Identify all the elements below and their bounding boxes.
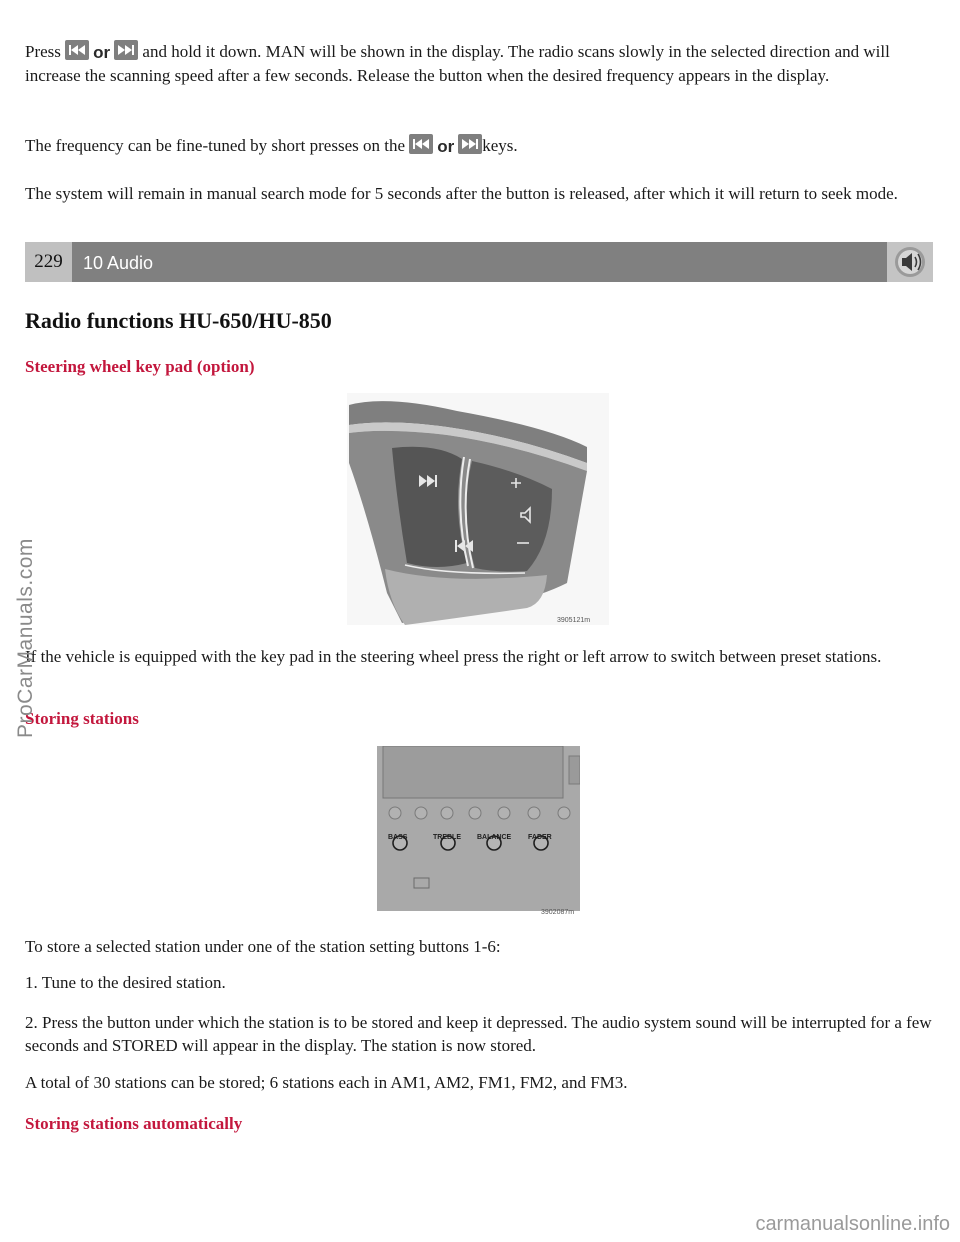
intro-paragraph-2-start: The frequency can be fine-tuned by short presses on the xyxy=(25,136,406,155)
seek-forward-icon xyxy=(458,134,482,154)
or-label: or xyxy=(437,137,455,156)
step-1: 1. Tune to the desired station. xyxy=(25,973,226,992)
seek-back-icon xyxy=(409,134,433,154)
step-2: 2. Press the button under which the station is to be stored and keep it depressed. The audio system sound will be interrupted for a few seconds and STORED will appear in the display. The station is now stored. xyxy=(25,1013,932,1055)
subheading-storing-automatically: Storing stations automatically xyxy=(25,1114,243,1133)
fader-label: FADER xyxy=(528,834,552,841)
keypad-paragraph: If the vehicle is equipped with the key pad in the steering wheel press the right or left arrow to switch between preset stations. xyxy=(25,647,882,666)
steering-wheel-keypad-image xyxy=(347,393,609,625)
speaker-icon xyxy=(887,242,933,282)
bass-label: BASS xyxy=(388,834,408,841)
intro-paragraph-1 xyxy=(25,40,940,87)
total-stations-paragraph: A total of 30 stations can be stored; 6 stations each in AM1, AM2, FM1, FM2, and FM3. xyxy=(25,1073,628,1092)
subheading-storing-stations: Storing stations xyxy=(25,709,139,728)
steering-wheel-keypad-drawing xyxy=(347,393,609,625)
seek-back-icon xyxy=(65,40,89,60)
page-title: Radio functions HU-650/HU-850 xyxy=(25,308,332,333)
section-header-bar xyxy=(25,242,933,282)
section-title: 10 Audio xyxy=(83,253,154,273)
treble-label: TREBLE xyxy=(433,834,461,841)
page-number: 229 xyxy=(25,242,72,282)
figure1-caption: 3905121m xyxy=(557,617,591,624)
press-word: Press xyxy=(25,42,61,61)
store-intro-paragraph: To store a selected station under one of the station setting buttons 1-6: xyxy=(25,937,501,956)
figure2-caption: 3902087m xyxy=(541,909,575,916)
or-label: or xyxy=(93,43,111,62)
footer-watermark: carmanualsonline.info xyxy=(755,1213,950,1235)
intro-paragraph-1-text: and hold it down. MAN will be shown in the display. The radio scans slowly in the selected direction and will increase the scanning speed after a few seconds. Release the button when the desired frequency appears in the display. xyxy=(25,42,890,85)
side-watermark: ProCarManuals.com xyxy=(14,538,37,738)
intro-paragraph-2-end: keys. xyxy=(482,136,518,155)
balance-label: BALANCE xyxy=(477,834,512,841)
intro-paragraph-2 xyxy=(25,134,940,158)
intro-paragraph-3: The system will remain in manual search mode for 5 seconds after the button is released, after which it will return to seek mode. xyxy=(25,184,898,203)
subheading-steering-wheel-keypad: Steering wheel key pad (option) xyxy=(25,357,255,376)
preset-buttons-image xyxy=(377,746,580,916)
seek-forward-icon xyxy=(114,40,138,60)
